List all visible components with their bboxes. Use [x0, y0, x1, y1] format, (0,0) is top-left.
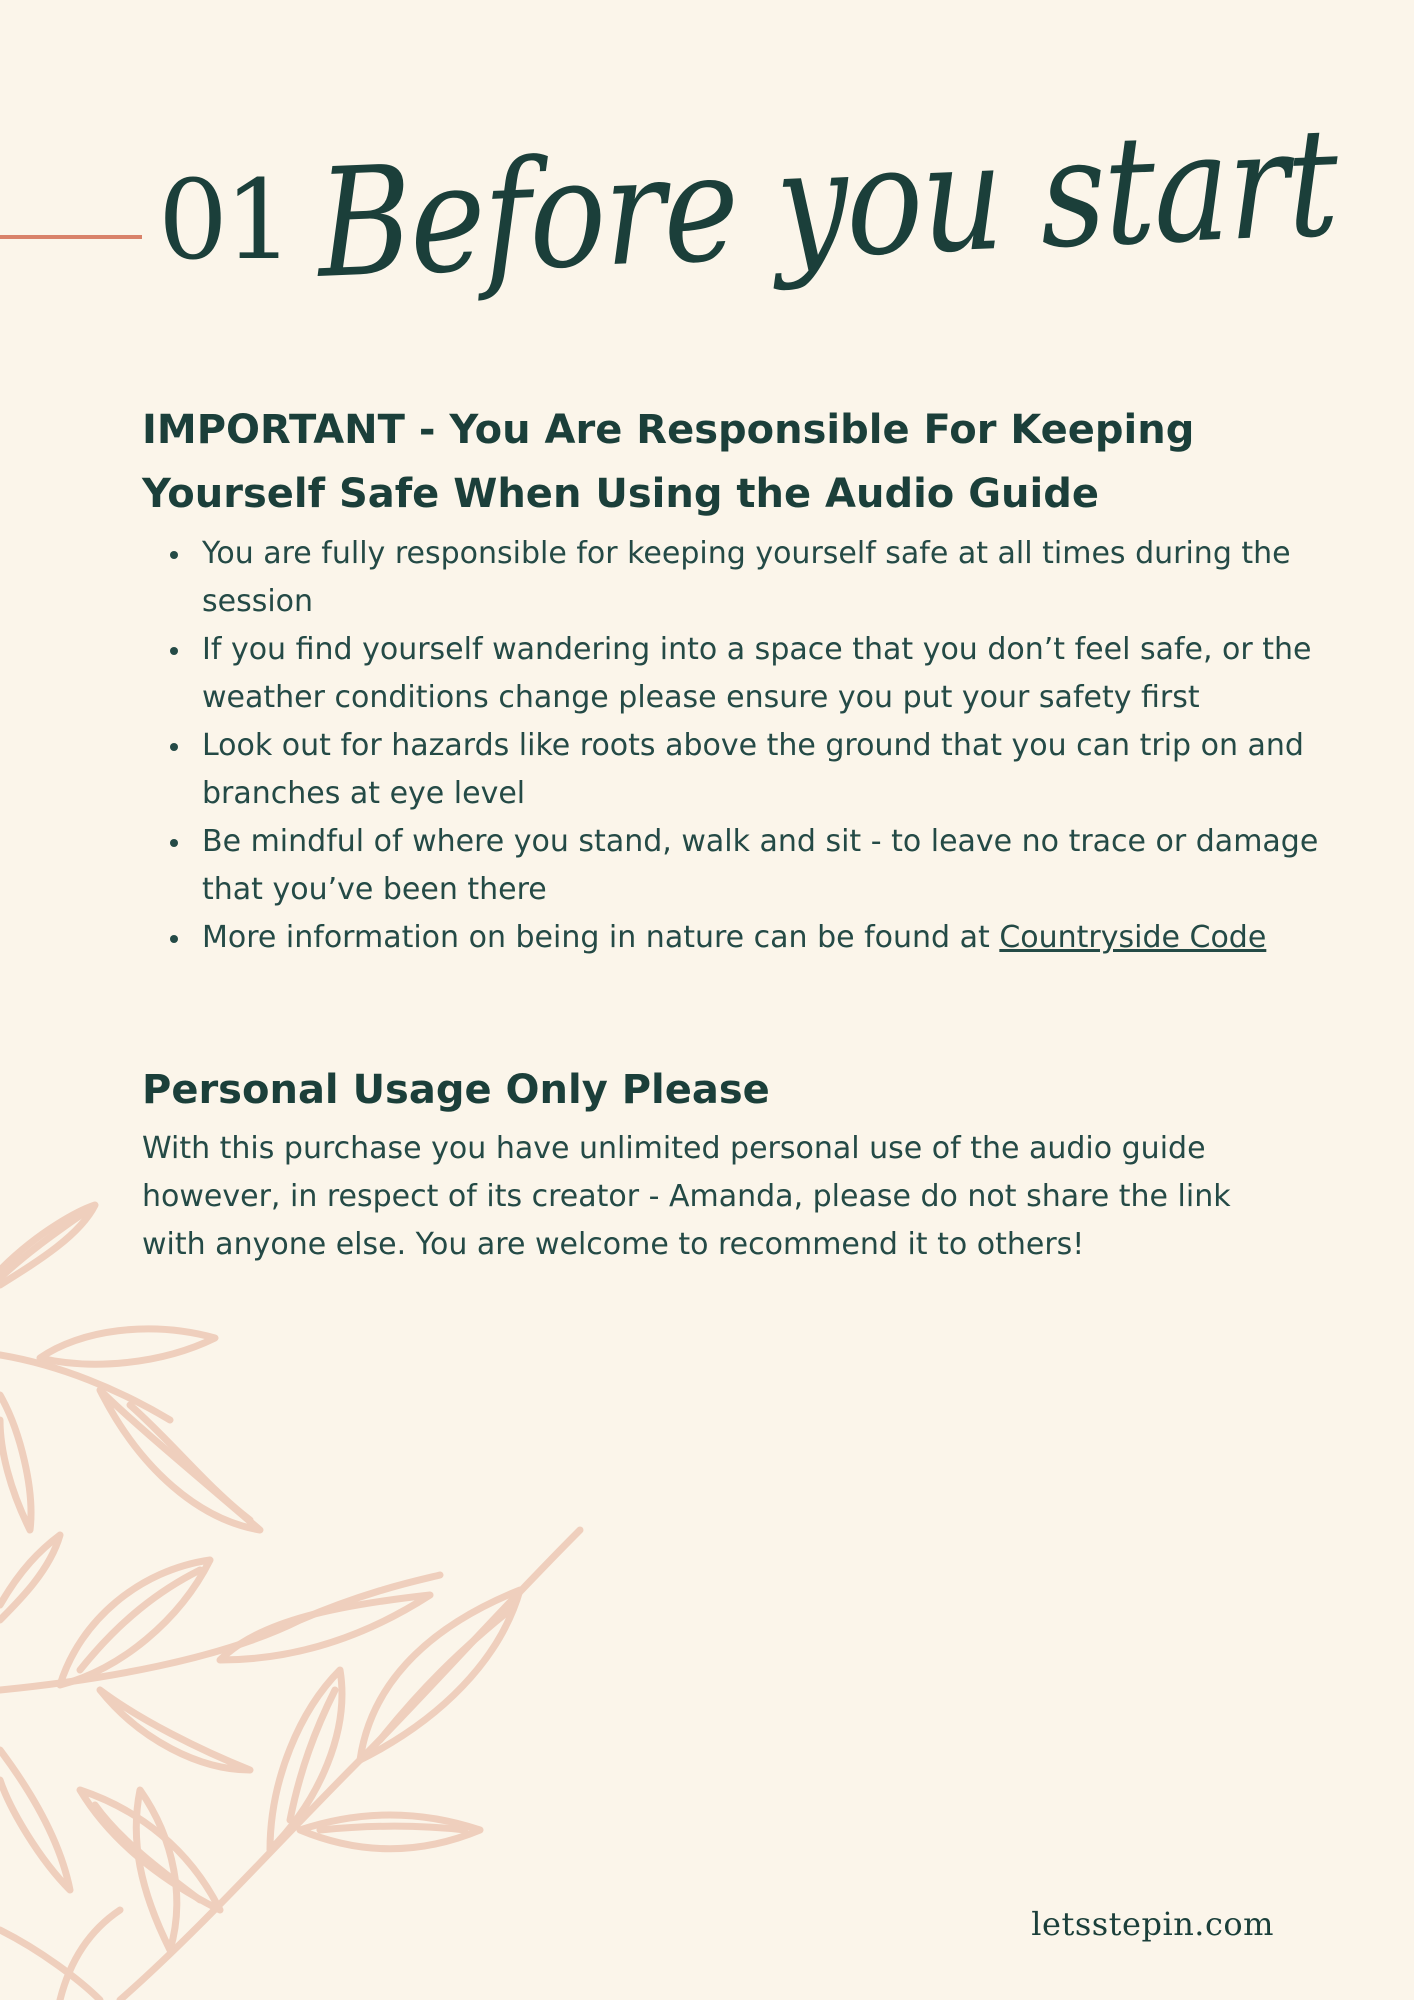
footer-website: letsstepin.com	[1031, 1905, 1274, 1943]
usage-heading: Personal Usage Only Please	[142, 1067, 770, 1113]
list-item: If you find yourself wandering into a space that you don’t feel safe, or the weather conditions change please ensure you put your safety first	[202, 626, 1352, 722]
list-item	[202, 914, 1352, 962]
safety-heading: IMPORTANT - You Are Responsible For Keeping Yourself Safe When Using the Audio Guide	[142, 407, 1195, 517]
safety-list	[142, 530, 1352, 962]
accent-line	[0, 235, 142, 239]
usage-text: With this purchase you have unlimited personal use of the audio guide however, in respect of its creator - Amanda, please do not share the link with anyone else. You are welcome to recommend it to others!	[142, 1131, 1231, 1262]
page-title: Before you start	[315, 96, 1340, 312]
list-item-text: More information on being in nature can be found at	[202, 920, 1000, 955]
list-item: Look out for hazards like roots above the ground that you can trip on and branches at eye level	[202, 722, 1352, 818]
countryside-code-link[interactable]: Countryside Code	[999, 920, 1267, 955]
list-item: Be mindful of where you stand, walk and sit - to leave no trace or damage that you’ve been there	[202, 818, 1352, 914]
leaf-branch-illustration	[0, 1190, 620, 2000]
list-item: You are fully responsible for keeping yourself safe at all times during the session	[202, 530, 1352, 626]
section-number: 01	[158, 156, 290, 284]
